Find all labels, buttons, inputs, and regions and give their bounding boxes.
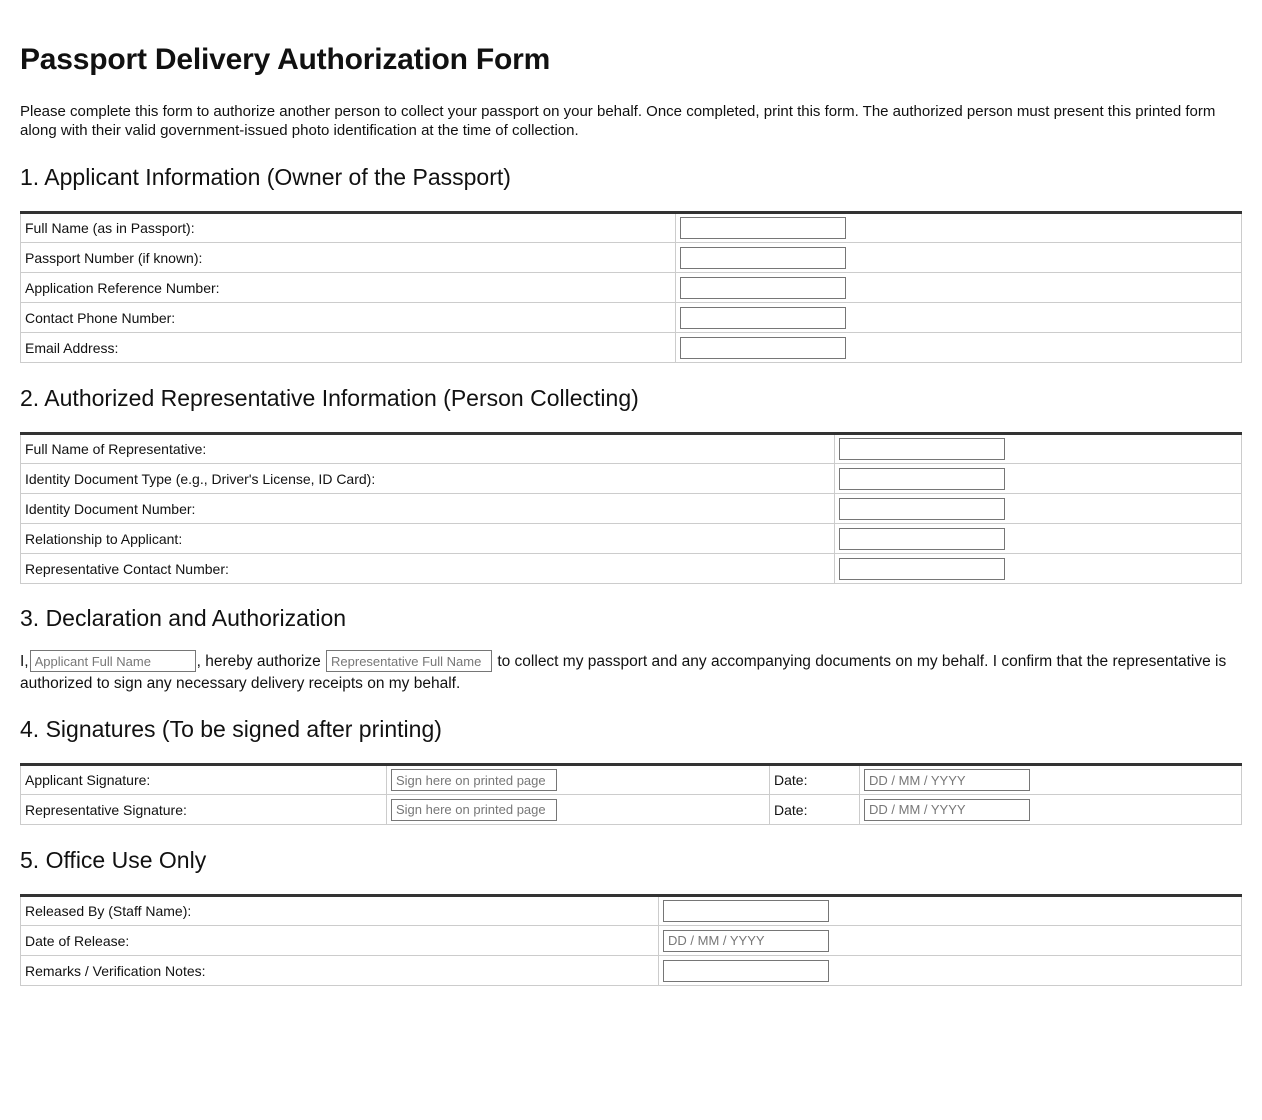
declaration-text — [20, 651, 1242, 694]
field-label: Remarks / Verification Notes: — [21, 956, 659, 986]
table-row — [21, 243, 1242, 273]
office-table — [20, 894, 1242, 986]
field-label: Applicant Signature: — [21, 765, 387, 795]
remarks-input[interactable] — [663, 960, 829, 982]
field-label: Representative Signature: — [21, 795, 387, 825]
field-cell — [676, 213, 1242, 243]
section-heading-representative: 2. Authorized Representative Information (Person Collecting) — [20, 385, 639, 411]
representative-contact-input[interactable] — [839, 558, 1005, 580]
representative-table — [20, 432, 1242, 584]
table-row — [21, 524, 1242, 554]
field-label: Date: — [770, 765, 860, 795]
representative-full-name-input[interactable] — [839, 438, 1005, 460]
field-label: Identity Document Type (e.g., Driver's License, ID Card): — [21, 464, 835, 494]
section-heading-office: 5. Office Use Only — [20, 847, 207, 873]
table-row — [21, 333, 1242, 363]
declaration-middle: , hereby authorize — [196, 653, 321, 671]
table-row — [21, 213, 1242, 243]
declaration-representative-name-input[interactable] — [326, 650, 492, 672]
declaration-suffix: to collect my passport and any accompanying documents on my behalf. I confirm that the representative is authorized to sign any necessary delivery receipts on my behalf. — [20, 653, 1227, 692]
table-row — [21, 926, 1242, 956]
field-label: Passport Number (if known): — [21, 243, 676, 273]
date-of-release-input[interactable] — [663, 930, 829, 952]
contact-phone-input[interactable] — [680, 307, 846, 329]
field-label: Representative Contact Number: — [21, 554, 835, 584]
field-label: Identity Document Number: — [21, 494, 835, 524]
field-cell — [676, 303, 1242, 333]
page-title: Passport Delivery Authorization Form — [20, 43, 551, 76]
table-row — [21, 303, 1242, 333]
field-cell — [835, 434, 1242, 464]
field-cell — [860, 765, 1242, 795]
identity-document-number-input[interactable] — [839, 498, 1005, 520]
relationship-input[interactable] — [839, 528, 1005, 550]
field-cell — [387, 765, 770, 795]
signatures-table — [20, 763, 1242, 825]
field-cell — [676, 333, 1242, 363]
section-heading-declaration: 3. Declaration and Authorization — [20, 605, 347, 631]
applicant-table — [20, 211, 1242, 363]
applicant-date-input[interactable] — [864, 769, 1030, 791]
field-label: Date of Release: — [21, 926, 659, 956]
applicant-full-name-input[interactable] — [680, 217, 846, 239]
section-heading-applicant: 1. Applicant Information (Owner of the Passport) — [20, 164, 511, 190]
declaration-prefix: I, — [20, 653, 29, 671]
passport-number-input[interactable] — [680, 247, 846, 269]
field-label: Released By (Staff Name): — [21, 896, 659, 926]
declaration-applicant-name-input[interactable] — [30, 650, 196, 672]
field-cell — [835, 494, 1242, 524]
applicant-signature-input[interactable] — [391, 769, 557, 791]
field-cell — [659, 956, 1242, 986]
table-row — [21, 795, 1242, 825]
field-cell — [676, 273, 1242, 303]
table-row — [21, 956, 1242, 986]
table-row — [21, 554, 1242, 584]
section-heading-signatures: 4. Signatures (To be signed after printing) — [20, 716, 442, 742]
application-reference-input[interactable] — [680, 277, 846, 299]
intro-text: Please complete this form to authorize another person to collect your passport on your behalf. Once completed, print this form. The authorized person must present this printed form along with their valid government-issued photo identification at the time of collection. — [20, 103, 1216, 139]
identity-document-type-input[interactable] — [839, 468, 1005, 490]
representative-date-input[interactable] — [864, 799, 1030, 821]
field-cell — [860, 795, 1242, 825]
field-label: Full Name (as in Passport): — [21, 213, 676, 243]
field-label: Relationship to Applicant: — [21, 524, 835, 554]
representative-signature-input[interactable] — [391, 799, 557, 821]
field-cell — [387, 795, 770, 825]
table-row — [21, 434, 1242, 464]
field-cell — [676, 243, 1242, 273]
field-cell — [659, 926, 1242, 956]
field-label: Email Address: — [21, 333, 676, 363]
field-cell — [835, 524, 1242, 554]
table-row — [21, 765, 1242, 795]
table-row — [21, 494, 1242, 524]
table-row — [21, 464, 1242, 494]
field-label: Date: — [770, 795, 860, 825]
field-cell — [659, 896, 1242, 926]
released-by-input[interactable] — [663, 900, 829, 922]
field-label: Full Name of Representative: — [21, 434, 835, 464]
field-cell — [835, 464, 1242, 494]
field-cell — [835, 554, 1242, 584]
table-row — [21, 896, 1242, 926]
email-address-input[interactable] — [680, 337, 846, 359]
field-label: Application Reference Number: — [21, 273, 676, 303]
field-label: Contact Phone Number: — [21, 303, 676, 333]
table-row — [21, 273, 1242, 303]
